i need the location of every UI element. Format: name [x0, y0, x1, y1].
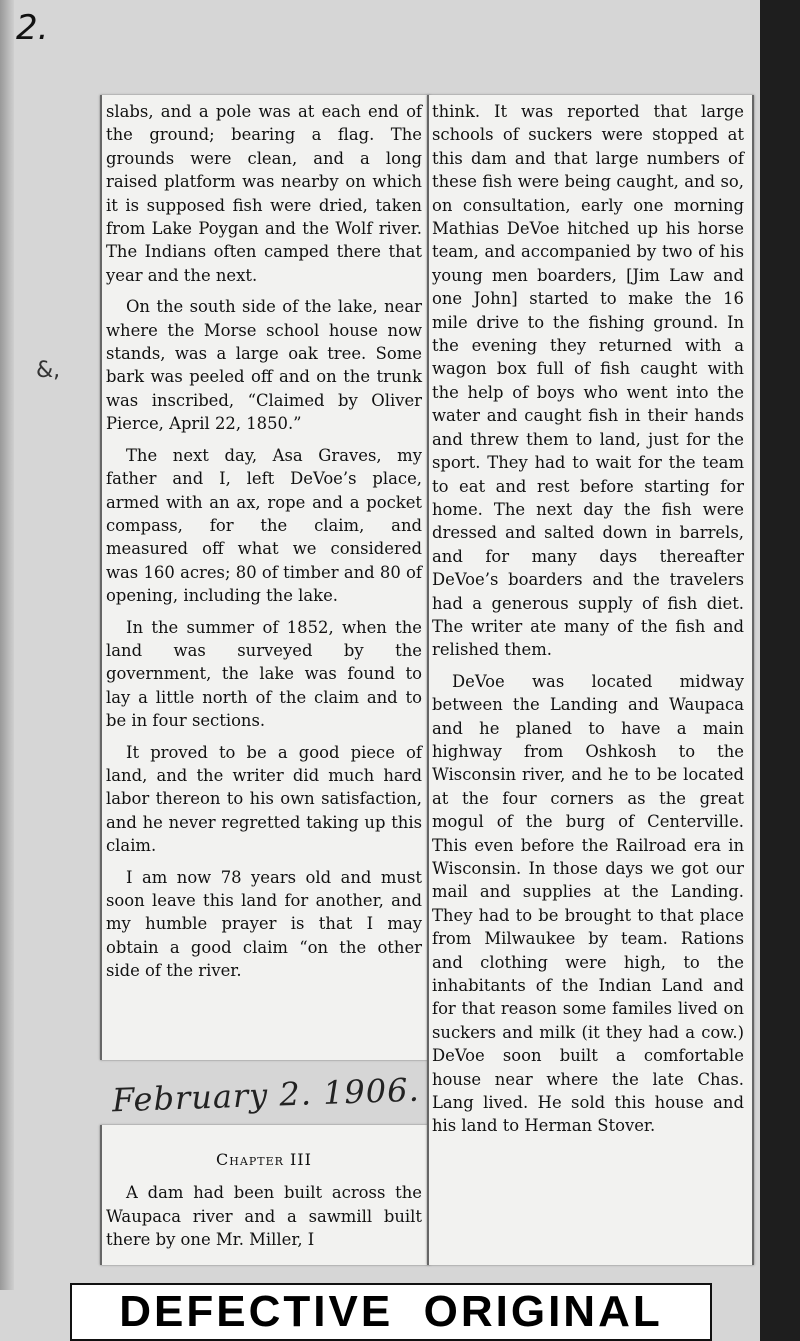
- chapter-paragraph: A dam had been built across the Waupaca river and a sawmill built there by one Mr. Miller, I: [106, 1183, 422, 1250]
- defective-original-banner: DEFECTIVE ORIGINAL: [70, 1283, 712, 1341]
- page-left-edge: [0, 0, 14, 1290]
- left-paragraph-2: On the south side of the lake, near where the Morse school house now stands, was a large oak tree. Some bark was peeled off and on the trunk was inscribed, “Claimed by Oliver Pierce, April 22, 1850.”: [106, 297, 422, 434]
- right-paragraph-1: think. It was reported that large schools of suckers were stopped at this dam and that large numbers of these fish were being caught, and so, on consultation, early one morning Mathias DeVoe hitched up his horse team, and accompanied by two of his young men boarders, [Jim Law and one John] started to make the 16 mile drive to the fishing ground. In the evening they returned with a wagon box full of fish caught with the help of boys who went into the water and caught fish in their hands and threw them to land, just for the sport. They had to wait for the team to eat and rest before starting for home. The next day the fish were dressed and salted down in barrels, and for many days thereafter DeVoe’s boarders and the travelers had a generous supply of fish diet. The writer ate many of the fish and relished them.: [432, 102, 744, 660]
- left-paragraph-1: slabs, and a pole was at each end of the ground; bearing a flag. The grounds were clean, and a long raised platform was nearby on which it is supposed fish were dried, taken from Lake Poygan and the Wolf river. The Indians often camped there that year and the next.: [106, 102, 422, 285]
- page-dark-edge: [760, 0, 800, 1341]
- left-paragraph-4: In the summer of 1852, when the land was surveyed by the government, the lake was found to lay a little north of the claim and to be in four sections.: [106, 617, 422, 731]
- chapter-heading: Chapter III: [216, 1150, 312, 1169]
- right-column: [432, 100, 744, 1146]
- left-paragraph-5: It proved to be a good piece of land, and the writer did much hard labor thereon to his own satisfaction, and he never regretted taking up this claim.: [106, 742, 422, 856]
- right-paragraph-2: DeVoe was located midway between the Landing and Waupaca and he planed to have a main highway from Oshkosh to the Wisconsin river, and he to be located at the four corners as the great mogul of the burg of Centerville. This even before the Railroad era in Wisconsin. In those days we got our mail and supplies at the Landing. They had to be brought to that place from Milwaukee by team. Rations and clothing were high, to the inhabitants of the Indian Land and for that reason some familes lived on suckers and milk (it they had a cow.) DeVoe soon built a comfortable house near where the late Chas. Lang lived. He sold this house and his land to Herman Stover.: [432, 671, 744, 1136]
- page-number: 2.: [16, 8, 49, 48]
- margin-mark: &,: [36, 358, 61, 383]
- chapter-section: [106, 1148, 422, 1260]
- handwritten-date: February 2. 1906.: [111, 1070, 421, 1120]
- left-column: [106, 100, 422, 991]
- left-paragraph-3: The next day, Asa Graves, my father and I, left DeVoe’s place, armed with an ax, rope and a pocket compass, for the claim, and measured off what we considered was 160 acres; 80 of timber and 80 of opening, including the lake.: [106, 445, 422, 606]
- left-paragraph-6: I am now 78 years old and must soon leave this land for another, and my humble prayer is that I may obtain a good claim “on the other side of the river.: [106, 867, 422, 981]
